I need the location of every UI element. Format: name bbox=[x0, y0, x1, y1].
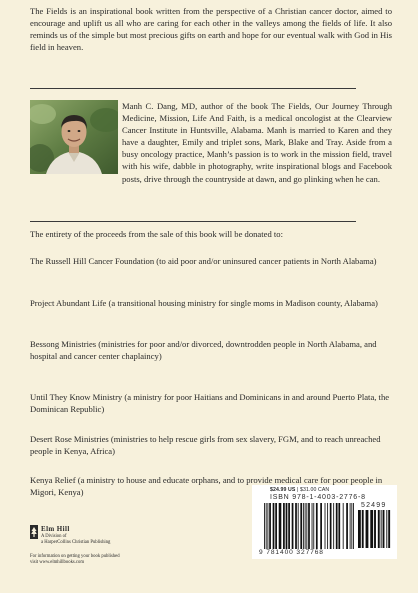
barcode-bar bbox=[366, 510, 369, 548]
publisher-parent: a HarperCollins Christian Publishing bbox=[41, 539, 111, 545]
barcode-bar bbox=[308, 503, 310, 549]
ean-number: 9 781400 327768 bbox=[259, 549, 324, 556]
elm-hill-logo-icon bbox=[30, 525, 38, 539]
barcode-bar bbox=[267, 503, 268, 549]
barcode-bar bbox=[330, 503, 332, 549]
price-label: $24.99 US | $31.00 CAN bbox=[270, 487, 330, 493]
barcode-bar bbox=[316, 503, 318, 549]
publisher-division: A Division of bbox=[41, 534, 67, 539]
barcode-panel bbox=[252, 485, 397, 559]
barcode-bar bbox=[300, 503, 302, 549]
barcode-bar bbox=[327, 503, 328, 549]
barcode-bar bbox=[350, 503, 351, 549]
barcode-bar bbox=[378, 510, 380, 548]
barcode-bar bbox=[264, 503, 265, 549]
barcode-bar bbox=[336, 503, 338, 549]
barcode-bar bbox=[292, 503, 294, 549]
barcode-bar bbox=[320, 503, 322, 549]
barcode-bar bbox=[374, 510, 376, 548]
intro-paragraph: The Fields is an inspirational book written from the perspective of a Christian cancer doctor, aimed to encourage and uplift us all who are caring for each other in the valleys among the fields of life. It also reminds us of the simple but most precious gifts on earth and hope for our eventual walk with God in His field in heaven. bbox=[30, 6, 392, 53]
barcode-bar bbox=[275, 503, 277, 549]
barcode-bar bbox=[306, 503, 307, 549]
barcode-bar bbox=[333, 503, 334, 549]
barcode-bar bbox=[388, 510, 390, 548]
barcode-bar bbox=[286, 503, 288, 549]
organization-item: Until They Know Ministry (a ministry for poor Haitians and Dominicans in and around Puerto Plata, the Dominican Republic) bbox=[30, 392, 390, 415]
publisher-website: visit www.elmhillbooks.com bbox=[30, 560, 84, 565]
barcode-bar bbox=[283, 503, 285, 549]
author-photo bbox=[30, 100, 118, 174]
organization-item: Kenya Relief (a ministry to house and educate orphans, and to provide medical care for poor people in Migori, Kenya) bbox=[30, 475, 383, 498]
addon-barcode bbox=[358, 510, 392, 548]
organization-item: Desert Rose Ministries (ministries to help rescue girls from sex slavery, FGM, and to reach unreached people in Kenya, Africa) bbox=[30, 434, 381, 457]
barcode-bar bbox=[305, 503, 306, 549]
barcode-bar bbox=[370, 510, 373, 548]
barcode-bar bbox=[346, 503, 348, 549]
barcode-bar bbox=[298, 503, 299, 549]
barcode-bar bbox=[353, 503, 354, 549]
donation-intro: The entirety of the proceeds from the sale of this book will be donated to: bbox=[30, 229, 283, 239]
barcode-bar bbox=[303, 503, 304, 549]
barcode-bar bbox=[273, 503, 275, 549]
isbn-label: ISBN 978-1-4003-2776-8 bbox=[270, 494, 366, 501]
barcode-bar bbox=[343, 503, 344, 549]
publisher-info: For information on getting your book published bbox=[30, 554, 120, 559]
section-divider-middle bbox=[30, 221, 356, 222]
author-portrait-image bbox=[30, 100, 118, 174]
price-can: $31.00 CAN bbox=[299, 487, 330, 493]
price-us: $24.99 US bbox=[270, 487, 296, 493]
barcode-bar bbox=[386, 510, 387, 548]
barcode-bar bbox=[358, 510, 361, 548]
barcode-bar bbox=[266, 503, 267, 549]
barcode-bar bbox=[288, 503, 290, 549]
addon-number: 52499 bbox=[361, 502, 387, 509]
barcode-bar bbox=[295, 503, 297, 549]
barcode-bar bbox=[312, 503, 313, 549]
section-divider-top bbox=[30, 88, 356, 89]
barcode-bar bbox=[362, 510, 364, 548]
ean-barcode bbox=[264, 503, 354, 549]
barcode-bar bbox=[313, 503, 314, 549]
organization-item: Project Abundant Life (a transitional housing ministry for single moms in Madison county, Alabama) bbox=[30, 298, 378, 308]
author-bio: Manh C. Dang, MD, author of the book The Fields, Our Journey Through Medicine, Mission, Life And Faith, is a medical oncologist at the Clearview Cancer Institute in Huntsville, Alabama. Manh is married to Karen and they have a daughter, Emily and triplet sons, Mark, Blake and Tray. Aside from a busy oncology practice, Manh’s passion is to work in the mission field, travel with his wife, dabble in photography, write inspirational blogs and Facebook posts, drive through the countryside at dawn, and go plinking when he can. bbox=[122, 101, 392, 184]
barcode-bar bbox=[381, 510, 382, 548]
barcode-bar bbox=[279, 503, 282, 549]
barcode-bar bbox=[351, 503, 352, 549]
barcode-bar bbox=[325, 503, 326, 549]
organization-item: The Russell Hill Cancer Foundation (to aid poor and/or uninsured cancer patients in North Alabama) bbox=[30, 256, 377, 266]
barcode-bar bbox=[338, 503, 340, 549]
organization-item: Bessong Ministries (ministries for poor and/or divorced, downtrodden people in North Alabama, and hospital and cancer center chaplaincy) bbox=[30, 339, 377, 362]
publisher-name: Elm Hill bbox=[41, 525, 70, 533]
barcode-bar bbox=[269, 503, 271, 549]
barcode-bar bbox=[383, 510, 385, 548]
